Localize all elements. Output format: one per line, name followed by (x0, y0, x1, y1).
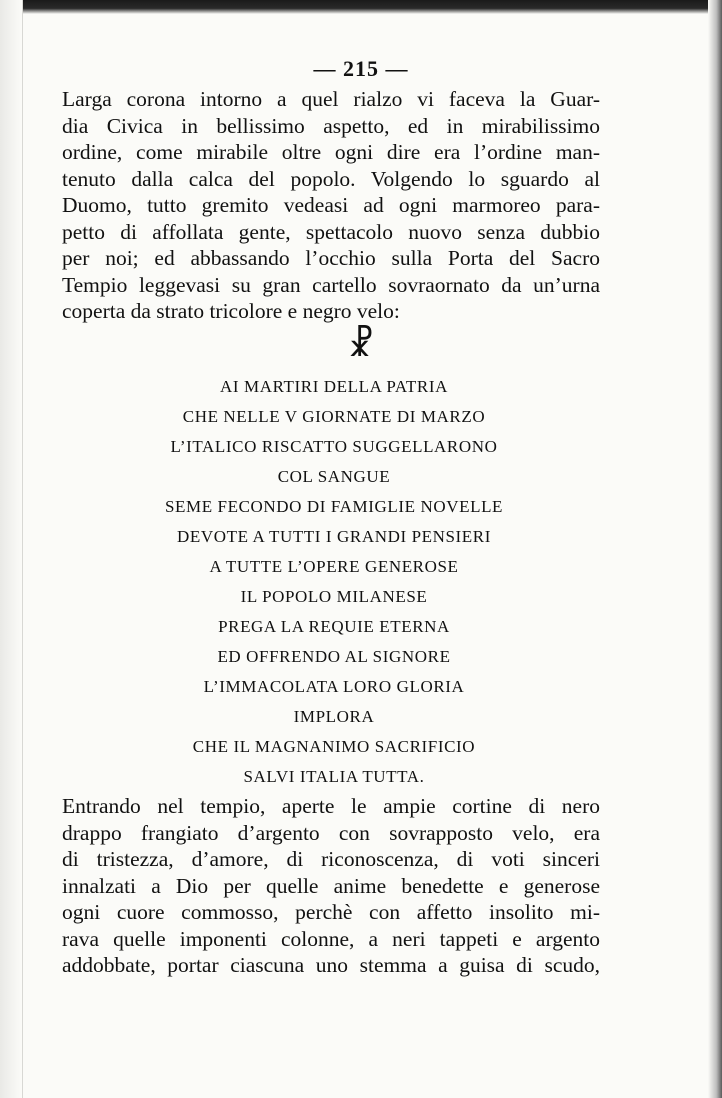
inscription-line: DEVOTE A TUTTI I GRANDI PENSIERI (176, 527, 491, 546)
inscription-line: CHE NELLE V GIORNATE DI MARZO (182, 407, 486, 426)
inscription-line: IMPLORA (293, 707, 375, 726)
paragraph-1 (62, 86, 600, 325)
text-line: per noi; ed abbassando l’occhio sulla Porta del Sacro (62, 246, 600, 270)
inscription-line: A TUTTE L’OPERE GENEROSE (209, 557, 459, 576)
inscription-line: CHE IL MAGNANIMO SACRIFICIO (192, 737, 476, 756)
chi-rho-symbol: ☧ (347, 327, 375, 364)
text-line: rava quelle imponenti colonne, a neri tappeti e argento (62, 926, 600, 951)
text-line: coperta da strato tricolore e negro velo: (62, 299, 400, 323)
text-line: drappo frangiato d’argento con sovrapposto velo, era (62, 820, 600, 845)
text-line: di tristezza, d’amore, di riconoscenza, di voti sinceri (62, 847, 600, 871)
text-line: tenuto dalla calca del popolo. Volgendo lo sguardo al (62, 166, 600, 191)
page-binding-edge (0, 0, 23, 1098)
text-line: Tempio leggevasi su gran cartello sovraornato da un’urna (62, 272, 600, 297)
text-line: petto di affollata gente, spettacolo nuovo senza dubbio (62, 219, 600, 244)
inscription-line: L’IMMACOLATA LORO GLORIA (203, 677, 465, 696)
inscription-line: PREGA LA REQUIE ETERNA (218, 617, 450, 636)
text-line: Larga corona intorno a quel rialzo vi faceva la Guar- (62, 87, 600, 111)
text-line: innalzati a Dio per quelle anime benedette e generose (62, 873, 600, 898)
inscription-line: L’ITALICO RISCATTO SUGGELLARONO (170, 437, 498, 456)
inscription-line: SALVI ITALIA TUTTA. (243, 767, 425, 786)
inscription-line: AI MARTIRI DELLA PATRIA (220, 377, 448, 396)
page-right-shadow (708, 0, 722, 1098)
text-line: dia Civica in bellissimo aspetto, ed in mirabilissimo (62, 113, 600, 138)
page-top-shadow (0, 0, 722, 14)
text-line: Duomo, tutto gremito vedeasi ad ogni marmoreo para- (62, 193, 600, 217)
inscription-line: ED OFFRENDO AL SIGNORE (217, 647, 451, 666)
inscription-line: SEME FECONDO DI FAMIGLIE NOVELLE (164, 497, 504, 516)
text-line: ogni cuore commosso, perchè con affetto insolito mi- (62, 900, 600, 924)
inscription-line: COL SANGUE (277, 467, 391, 486)
page-number: — 215 — (313, 56, 409, 81)
inscription-block (60, 372, 608, 792)
inscription-line: IL POPOLO MILANESE (240, 587, 428, 606)
paragraph-2 (62, 793, 600, 979)
text-line: ordine, come mirabile oltre ogni dire era l’ordine man- (62, 140, 600, 164)
text-line: addobbate, portar ciascuna uno stemma a guisa di scudo, (62, 953, 600, 977)
text-line: Entrando nel tempio, aperte le ampie cortine di nero (62, 794, 600, 818)
